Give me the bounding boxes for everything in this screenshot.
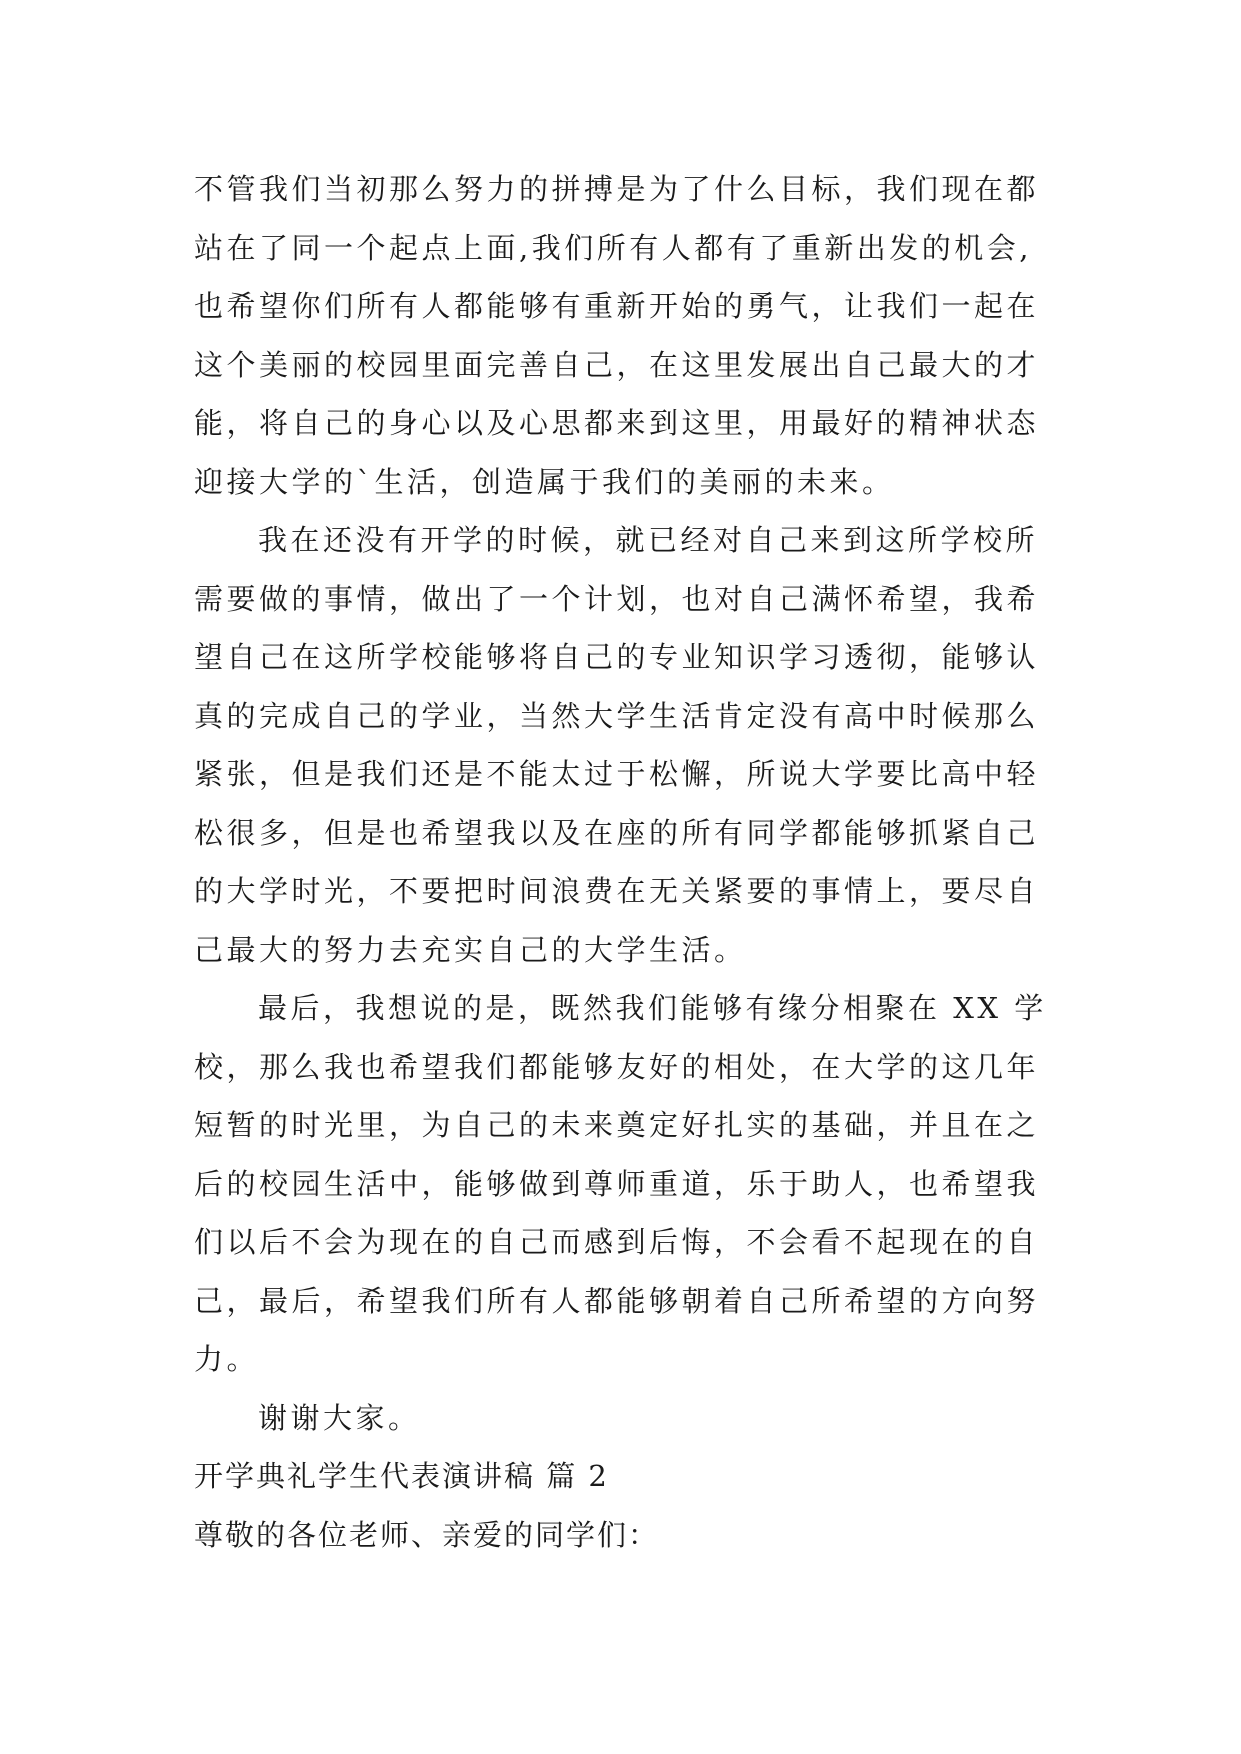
- text-line: 也希望你们所有人都能够有重新开始的勇气，让我们一起在: [194, 289, 1040, 323]
- section-heading: 开学典礼学生代表演讲稿 篇 2: [194, 1459, 609, 1493]
- paragraph-start-line: 最后，我想说的是，既然我们能够有缘分相聚在 XX 学: [258, 991, 1047, 1025]
- text-line: 这个美丽的校园里面完善自己，在这里发展出自己最大的才: [194, 347, 1040, 382]
- text-line: 短暂的时光里，为自己的未来奠定好扎实的基础，并且在之: [194, 1108, 1040, 1142]
- text-line: 松很多，但是也希望我以及在座的所有同学都能够抓紧自己: [194, 815, 1040, 850]
- text-line: 校，那么我也希望我们都能够友好的相处，在大学的这几年: [194, 1049, 1040, 1084]
- text-line: 望自己在这所学校能够将自己的专业知识学习透彻，能够认: [194, 640, 1040, 674]
- text-line: 己，最后，希望我们所有人都能够朝着自己所希望的方向努: [194, 1283, 1040, 1318]
- text-line: 紧张，但是我们还是不能太过于松懈，所说大学要比高中轻: [194, 757, 1040, 791]
- paragraph-start-line: 我在还没有开学的时候，就已经对自己来到这所学校所: [258, 523, 1039, 557]
- text-line: 的大学时光，不要把时间浪费在无关紧要的事情上，要尽自: [194, 874, 1040, 908]
- text-line: 站在了同一个起点上面,我们所有人都有了重新出发的机会,: [194, 230, 1032, 265]
- text-line: 们以后不会为现在的自己而感到后悔，不会看不起现在的自: [194, 1225, 1040, 1259]
- text-line: 迎接大学的`生活，创造属于我们的美丽的未来。: [194, 464, 895, 499]
- text-line: 力。: [194, 1342, 260, 1376]
- text-line: 需要做的事情，做出了一个计划，也对自己满怀希望，我希: [194, 581, 1040, 616]
- text-line: 能，将自己的身心以及心思都来到这里，用最好的精神状态: [194, 406, 1040, 440]
- text-line: 真的完成自己的学业，当然大学生活肯定没有高中时候那么: [194, 698, 1040, 733]
- salutation: 尊敬的各位老师、亲爱的同学们：: [194, 1517, 660, 1552]
- document-body: [194, 160, 1094, 1564]
- text-line: 己最大的努力去充实自己的大学生活。: [194, 932, 747, 967]
- text-line: 后的校园生活中，能够做到尊师重道，乐于助人，也希望我: [194, 1166, 1040, 1201]
- text-line: 不管我们当初那么努力的拼搏是为了什么目标，我们现在都: [194, 172, 1040, 206]
- closing-line: 谢谢大家。: [258, 1400, 421, 1435]
